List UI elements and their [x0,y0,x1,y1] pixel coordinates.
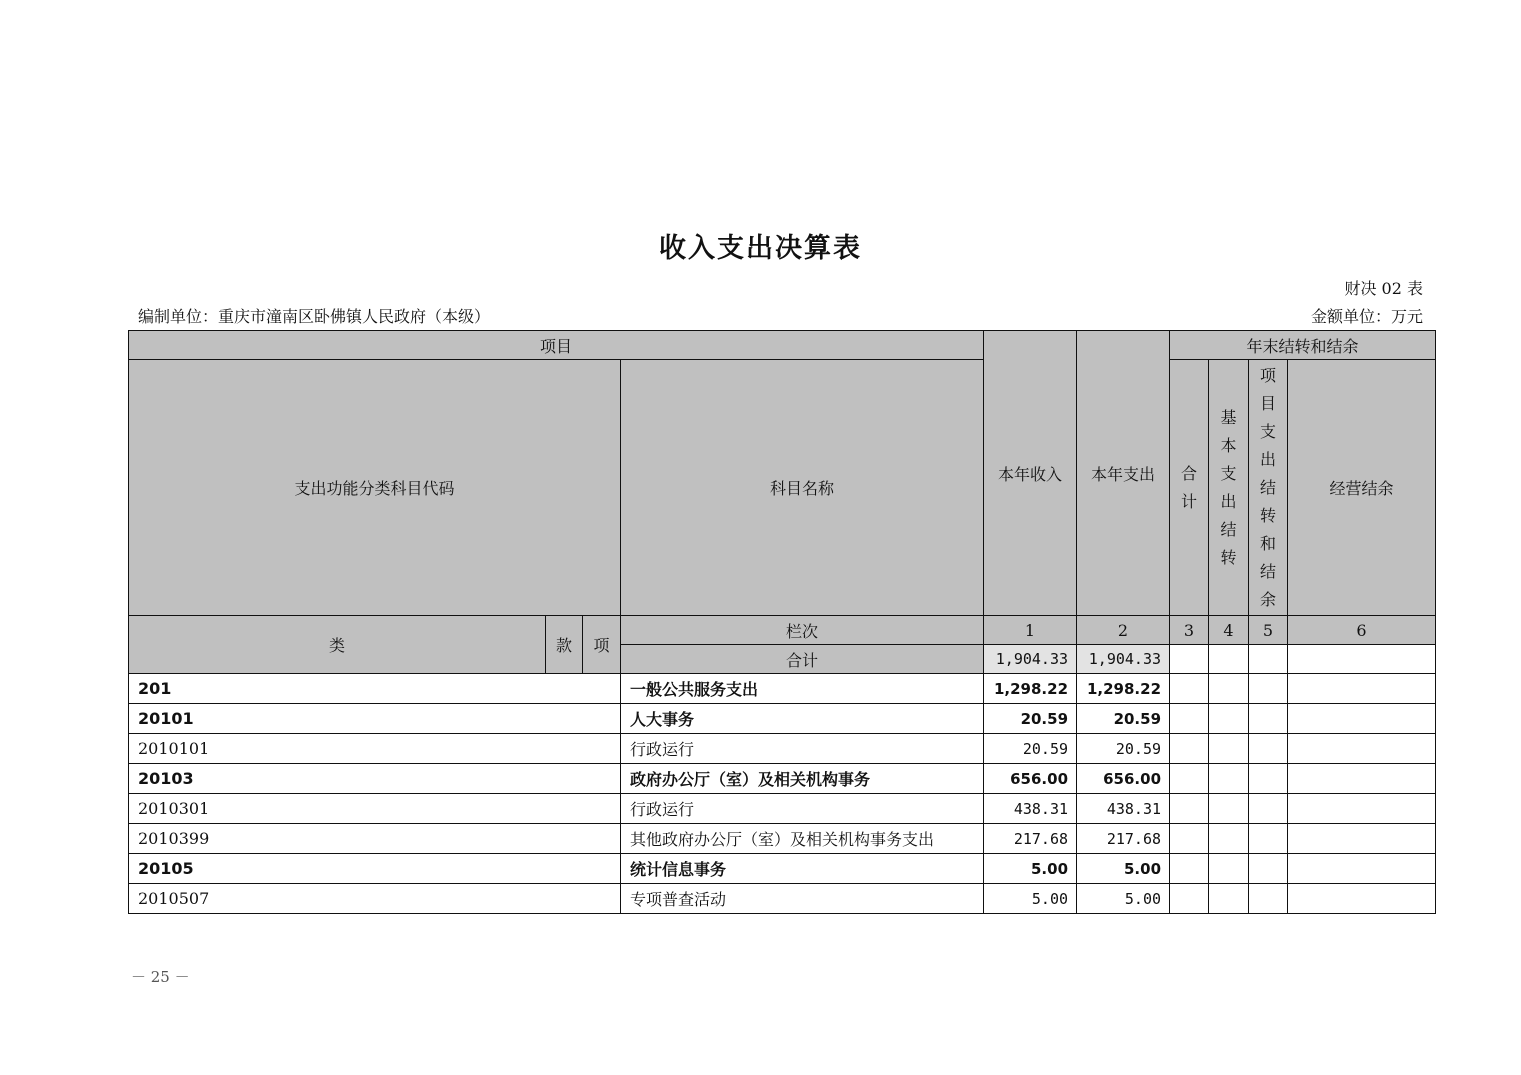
code-header: 支出功能分类科目代码 [129,360,621,616]
row-code: 2010301 [129,794,621,824]
row-sum-cell [1170,764,1209,794]
total-operating-cell [1288,645,1436,674]
xiang-header: 项 [583,616,621,674]
row-income: 5.00 [984,854,1077,884]
name-header: 科目名称 [621,360,984,616]
row-expense: 5.00 [1077,854,1170,884]
project-carryover-header: 项 目 支 出 结 转 和 结 余 [1249,360,1288,616]
col-number-5: 5 [1249,616,1288,645]
row-code: 201 [129,674,621,704]
row-project-cell [1249,734,1288,764]
row-income: 5.00 [984,884,1077,914]
row-code: 2010399 [129,824,621,854]
row-name: 行政运行 [621,734,984,764]
row-project-cell [1249,674,1288,704]
row-income: 20.59 [984,704,1077,734]
row-income: 20.59 [984,734,1077,764]
row-basic-cell [1209,854,1249,884]
form-number: 财决 02 表 [1344,279,1423,298]
row-code: 20103 [129,764,621,794]
total-expense: 1,904.33 [1077,645,1170,674]
row-project-cell [1249,794,1288,824]
total-sum-cell [1170,645,1209,674]
row-basic-cell [1209,734,1249,764]
table-row [129,734,1436,764]
total-label: 合计 [621,645,984,674]
row-expense: 438.31 [1077,794,1170,824]
table-row [129,674,1436,704]
row-basic-cell [1209,884,1249,914]
row-name: 一般公共服务支出 [621,674,984,704]
row-basic-cell [1209,824,1249,854]
row-code: 20105 [129,854,621,884]
row-code: 20101 [129,704,621,734]
table-row [129,704,1436,734]
row-expense: 20.59 [1077,704,1170,734]
row-expense: 5.00 [1077,884,1170,914]
row-operating-cell [1288,704,1436,734]
total-income: 1,904.33 [984,645,1077,674]
row-project-cell [1249,824,1288,854]
table-row [129,764,1436,794]
operating-surplus-header: 经营结余 [1288,360,1436,616]
row-name: 其他政府办公厅（室）及相关机构事务支出 [621,824,984,854]
row-operating-cell [1288,674,1436,704]
row-sum-cell [1170,704,1209,734]
row-name: 专项普查活动 [621,884,984,914]
row-expense: 20.59 [1077,734,1170,764]
total-basic-cell [1209,645,1249,674]
row-basic-cell [1209,764,1249,794]
row-project-cell [1249,854,1288,884]
row-project-cell [1249,704,1288,734]
col-number-1: 1 [984,616,1077,645]
kuan-header: 款 [546,616,583,674]
row-code: 2010507 [129,884,621,914]
amount-unit: 金额单位：万元 [1310,307,1423,326]
row-basic-cell [1209,674,1249,704]
row-name: 人大事务 [621,704,984,734]
row-name: 行政运行 [621,794,984,824]
row-sum-cell [1170,734,1209,764]
row-sum-cell [1170,674,1209,704]
page-title: 收入支出决算表 [659,233,862,264]
row-operating-cell [1288,824,1436,854]
row-sum-cell [1170,824,1209,854]
row-operating-cell [1288,794,1436,824]
lanci-header: 栏次 [621,616,984,645]
row-operating-cell [1288,734,1436,764]
row-operating-cell [1288,884,1436,914]
col-number-2: 2 [1077,616,1170,645]
row-project-cell [1249,764,1288,794]
row-name: 统计信息事务 [621,854,984,884]
table-row [129,854,1436,884]
row-income: 656.00 [984,764,1077,794]
income-header: 本年收入 [984,331,1077,616]
row-name: 政府办公厅（室）及相关机构事务 [621,764,984,794]
prepared-by: 编制单位：重庆市潼南区卧佛镇人民政府（本级） [138,307,491,326]
page-number: － 25 － [131,968,190,986]
table-row [129,884,1436,914]
col-number-6: 6 [1288,616,1436,645]
sum-header: 合 计 [1170,360,1209,616]
table-row [129,794,1436,824]
carryover-group-header: 年末结转和结余 [1170,331,1436,360]
row-income: 217.68 [984,824,1077,854]
row-basic-cell [1209,704,1249,734]
basic-carryover-header: 基 本 支 出 结 转 [1209,360,1249,616]
row-operating-cell [1288,854,1436,884]
row-income: 438.31 [984,794,1077,824]
expense-header: 本年支出 [1077,331,1170,616]
row-income: 1,298.22 [984,674,1077,704]
table-row [129,824,1436,854]
row-expense: 1,298.22 [1077,674,1170,704]
row-sum-cell [1170,794,1209,824]
project-header: 项目 [129,331,984,360]
row-expense: 656.00 [1077,764,1170,794]
income-expense-table [128,330,1436,914]
col-number-3: 3 [1170,616,1209,645]
row-basic-cell [1209,794,1249,824]
total-project-cell [1249,645,1288,674]
row-operating-cell [1288,764,1436,794]
lei-header: 类 [129,616,546,674]
row-project-cell [1249,884,1288,914]
col-number-4: 4 [1209,616,1249,645]
row-expense: 217.68 [1077,824,1170,854]
row-sum-cell [1170,884,1209,914]
row-code: 2010101 [129,734,621,764]
row-sum-cell [1170,854,1209,884]
